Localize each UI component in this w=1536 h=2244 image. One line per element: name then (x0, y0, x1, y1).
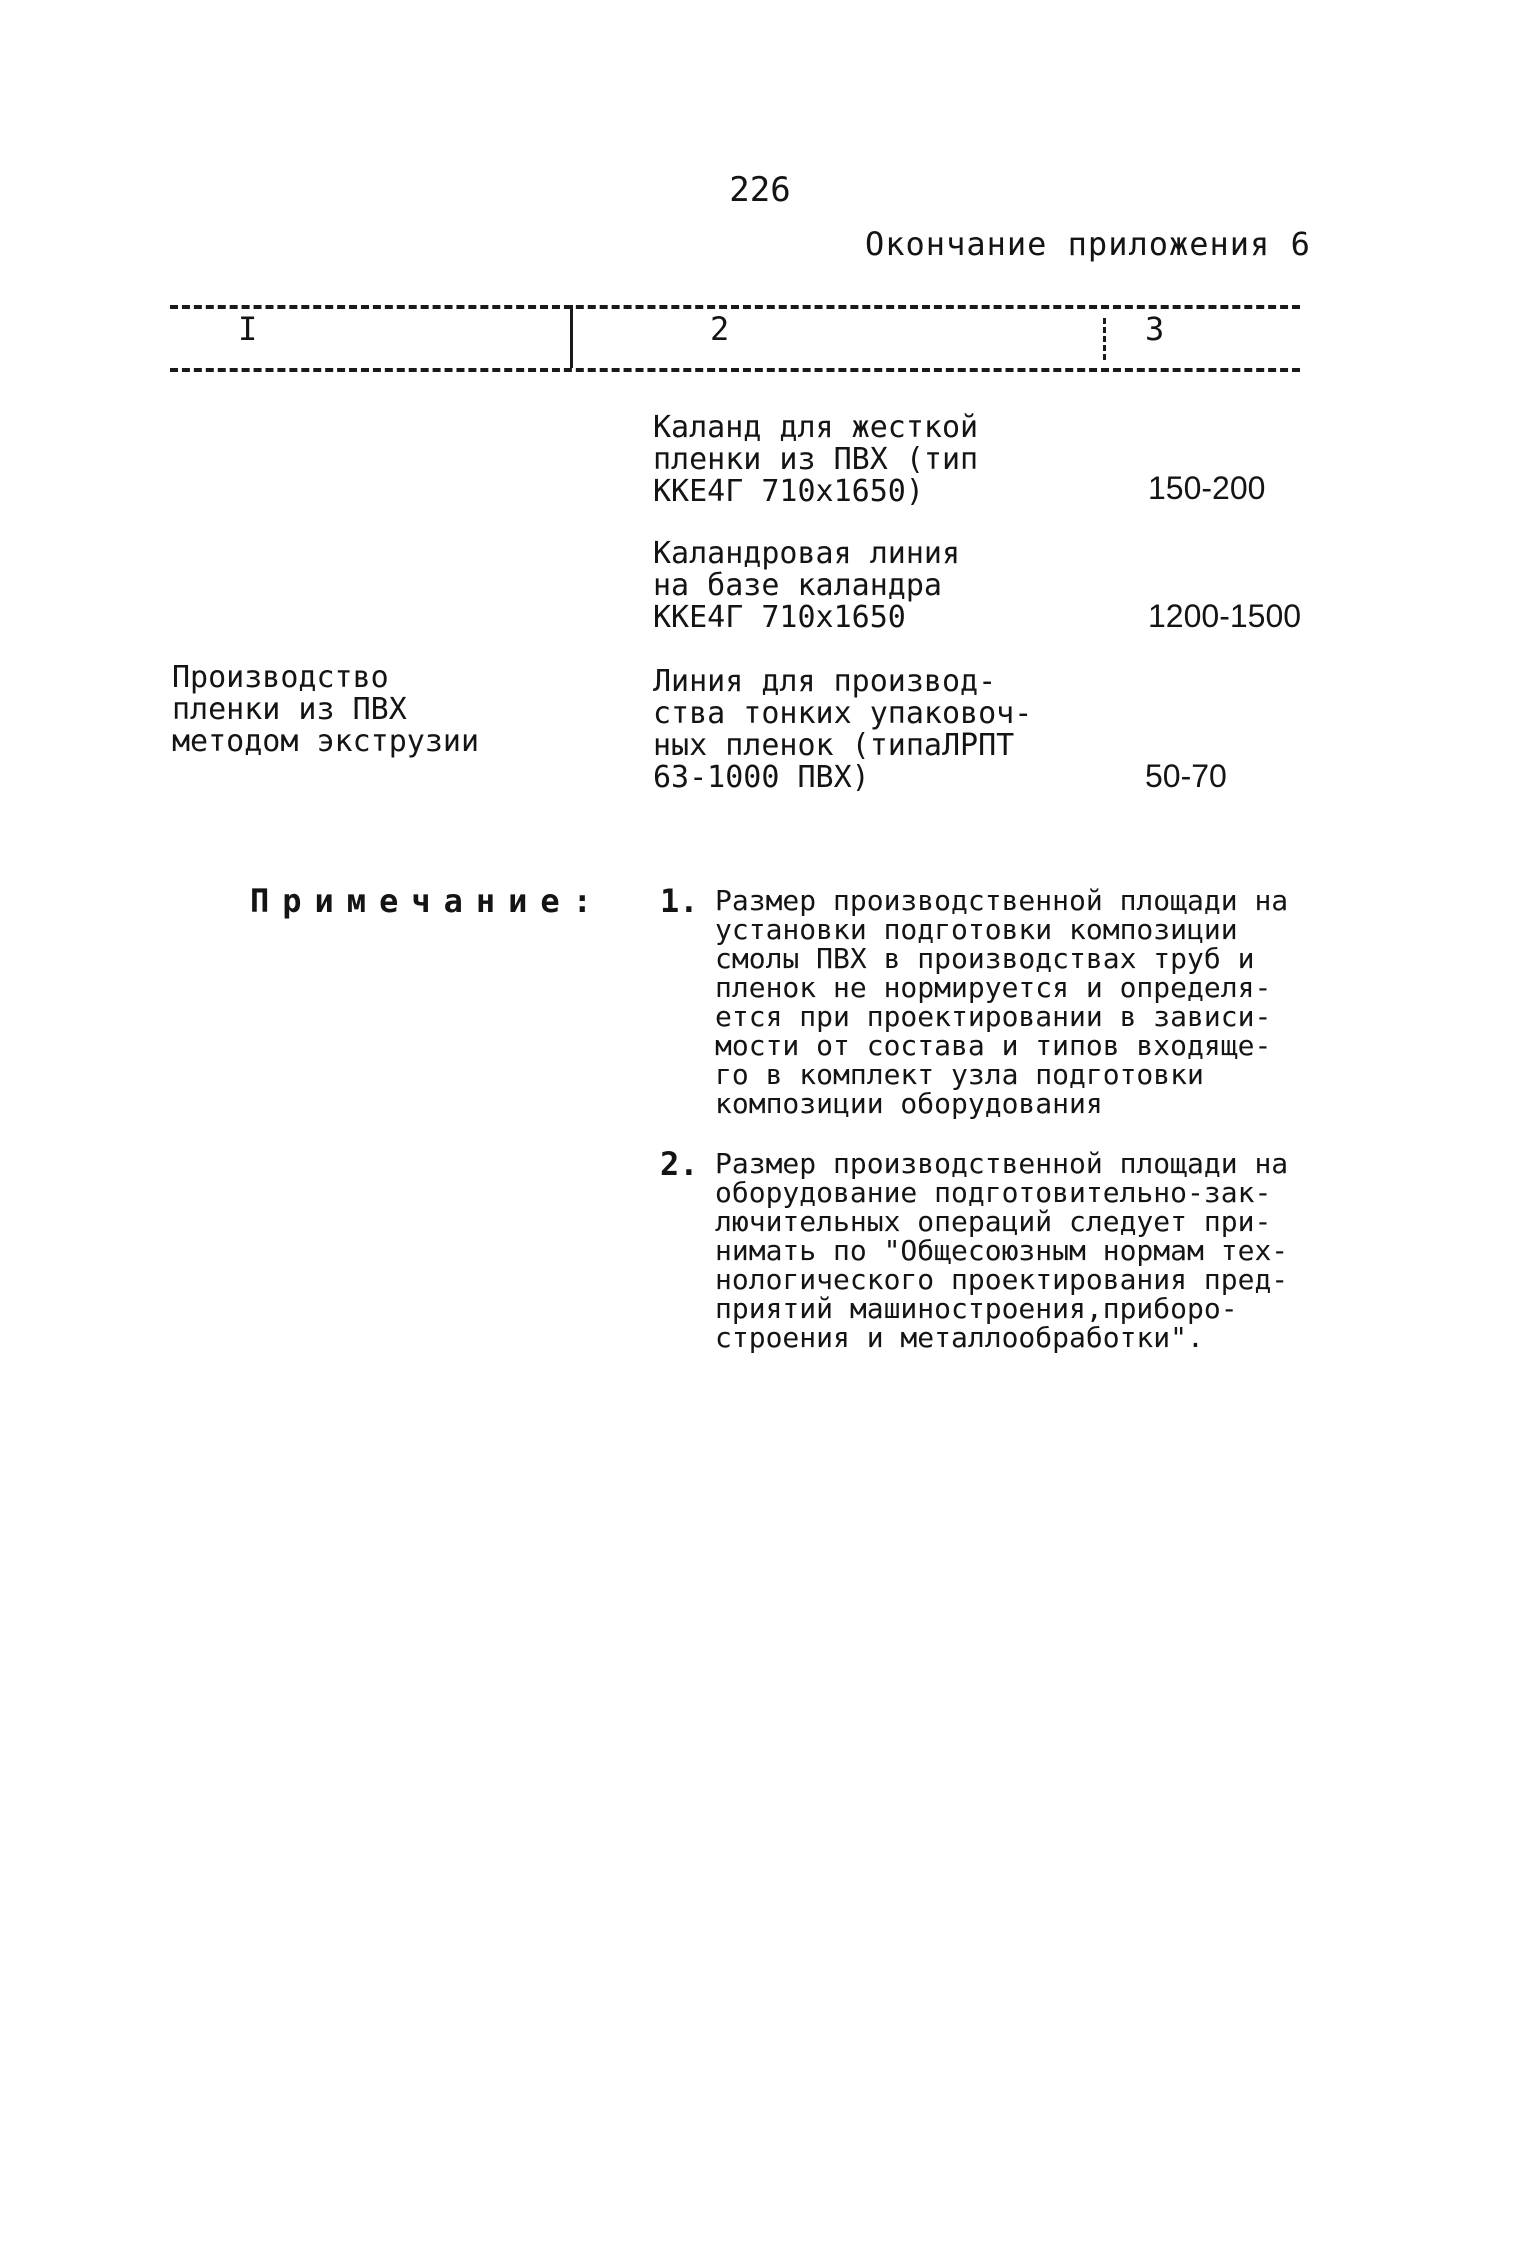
column-header-1: I (238, 310, 258, 348)
note-2-number: 2. (660, 1145, 699, 1183)
row-1-value: 150-200 (1148, 470, 1266, 506)
appendix-title: Окончание приложения 6 (865, 225, 1311, 263)
table-top-rule (170, 305, 1300, 309)
row-2-value: 1200-1500 (1148, 598, 1302, 634)
row-1-equipment: Каланд для жесткой пленки из ПВХ (тип ККЕ4Г 710х1650) (653, 410, 979, 509)
row-3-process: Производство пленки из ПВХ методом экструзии (172, 660, 480, 759)
column-header-3: 3 (1145, 310, 1165, 348)
column-separator-2 (1103, 318, 1106, 360)
row-3-value: 50-70 (1145, 758, 1227, 794)
note-1-text: Размер производственной площади на установки подготовки композиции смолы ПВХ в производствах труб и пленок не нормируется и определя- ется при проектировании в зависи- мости от состава и типов входяще- го в комплект узла подготовки композиции оборудования (715, 884, 1289, 1120)
row-3-equipment: Линия для производ- ства тонких упаковоч- ных пленок (типаЛРПТ 63-1000 ПВХ) (653, 664, 1033, 795)
note-1-number: 1. (660, 882, 699, 920)
column-separator-1 (570, 305, 573, 368)
row-2-equipment: Каландровая линия на базе каландра ККЕ4Г 710х1650 (653, 536, 961, 635)
column-header-2: 2 (710, 310, 730, 348)
page-number: 226 (729, 170, 791, 210)
notes-label: Примечание: (250, 882, 605, 920)
table-header-rule (170, 368, 1300, 372)
note-2-text: Размер производственной площади на оборудование подготовительно-зак- лючительных операций следует при- нимать по "Общесоюзным нормам тех- нологического проектирования пред- приятий машиностроения,приборо- строения и металлообработки". (715, 1147, 1289, 1354)
